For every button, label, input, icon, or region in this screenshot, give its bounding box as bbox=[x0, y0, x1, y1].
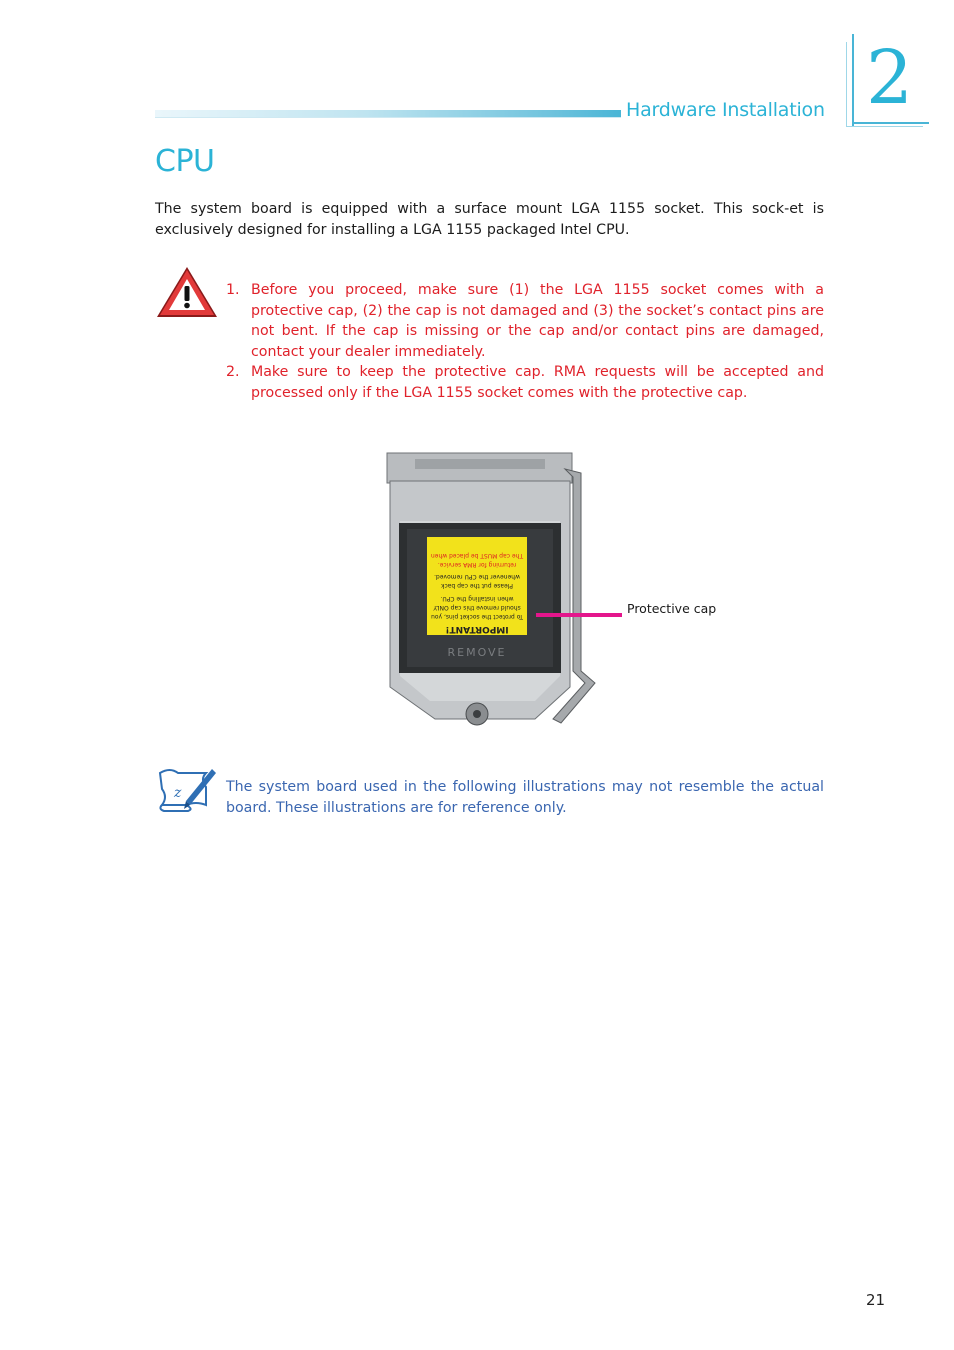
svg-text:returning for RMA service.: returning for RMA service. bbox=[437, 561, 517, 568]
chapter-number: 2 bbox=[866, 35, 914, 121]
warning-item-text: Before you proceed, make sure (1) the LGA 1155 socket comes with a protective cap, (2) the cap is not damaged and (3) the socket’s contact pins are not bent. If the cap is missing or the cap and/or contact pins are damaged, contact your dealer immediately. bbox=[251, 282, 824, 360]
warning-list bbox=[222, 280, 824, 403]
chapter-tab bbox=[846, 34, 929, 128]
warning-item bbox=[222, 362, 824, 403]
callout-label: Protective cap bbox=[627, 601, 717, 616]
note-text: The system board used in the following illustrations may not resemble the actual board. These illustrations are for reference only. bbox=[226, 779, 824, 816]
cpu-socket-photo bbox=[385, 451, 610, 733]
header-rule bbox=[155, 110, 621, 118]
warning-item-number: 1. bbox=[226, 282, 240, 298]
callout-line bbox=[536, 613, 622, 617]
svg-text:should remove this cap ONLY: should remove this cap ONLY bbox=[433, 604, 521, 611]
cap-remove-label: REMOVE bbox=[447, 646, 507, 659]
warning-triangle-icon bbox=[156, 265, 218, 319]
warning-item-text: Make sure to keep the protective cap. RMA requests will be accepted and processed only if the LGA 1155 socket comes with the protective cap. bbox=[251, 364, 824, 401]
note-pen-icon bbox=[156, 765, 218, 813]
svg-text:The cap MUST be placed when: The cap MUST be placed when bbox=[430, 552, 524, 559]
svg-text:To protect the socket pins, yo: To protect the socket pins, you bbox=[431, 613, 523, 620]
page-title: CPU bbox=[155, 144, 215, 179]
svg-text:Please put the cap back: Please put the cap back bbox=[441, 582, 513, 589]
section-title: Hardware Installation bbox=[626, 99, 825, 121]
svg-text:whenever the CPU removed.: whenever the CPU removed. bbox=[434, 573, 520, 580]
page-number: 21 bbox=[866, 1291, 886, 1309]
cap-important-label: IMPORTANT! bbox=[445, 624, 509, 634]
warning-item bbox=[222, 280, 824, 362]
warning-item-number: 2. bbox=[226, 364, 240, 380]
svg-text:when installing the CPU.: when installing the CPU. bbox=[440, 595, 514, 602]
svg-text:z: z bbox=[174, 785, 182, 801]
intro-paragraph: The system board is equipped with a surface mount LGA 1155 socket. This sock-et is exclusively designed for installing a LGA 1155 packaged Intel CPU. bbox=[155, 201, 824, 238]
